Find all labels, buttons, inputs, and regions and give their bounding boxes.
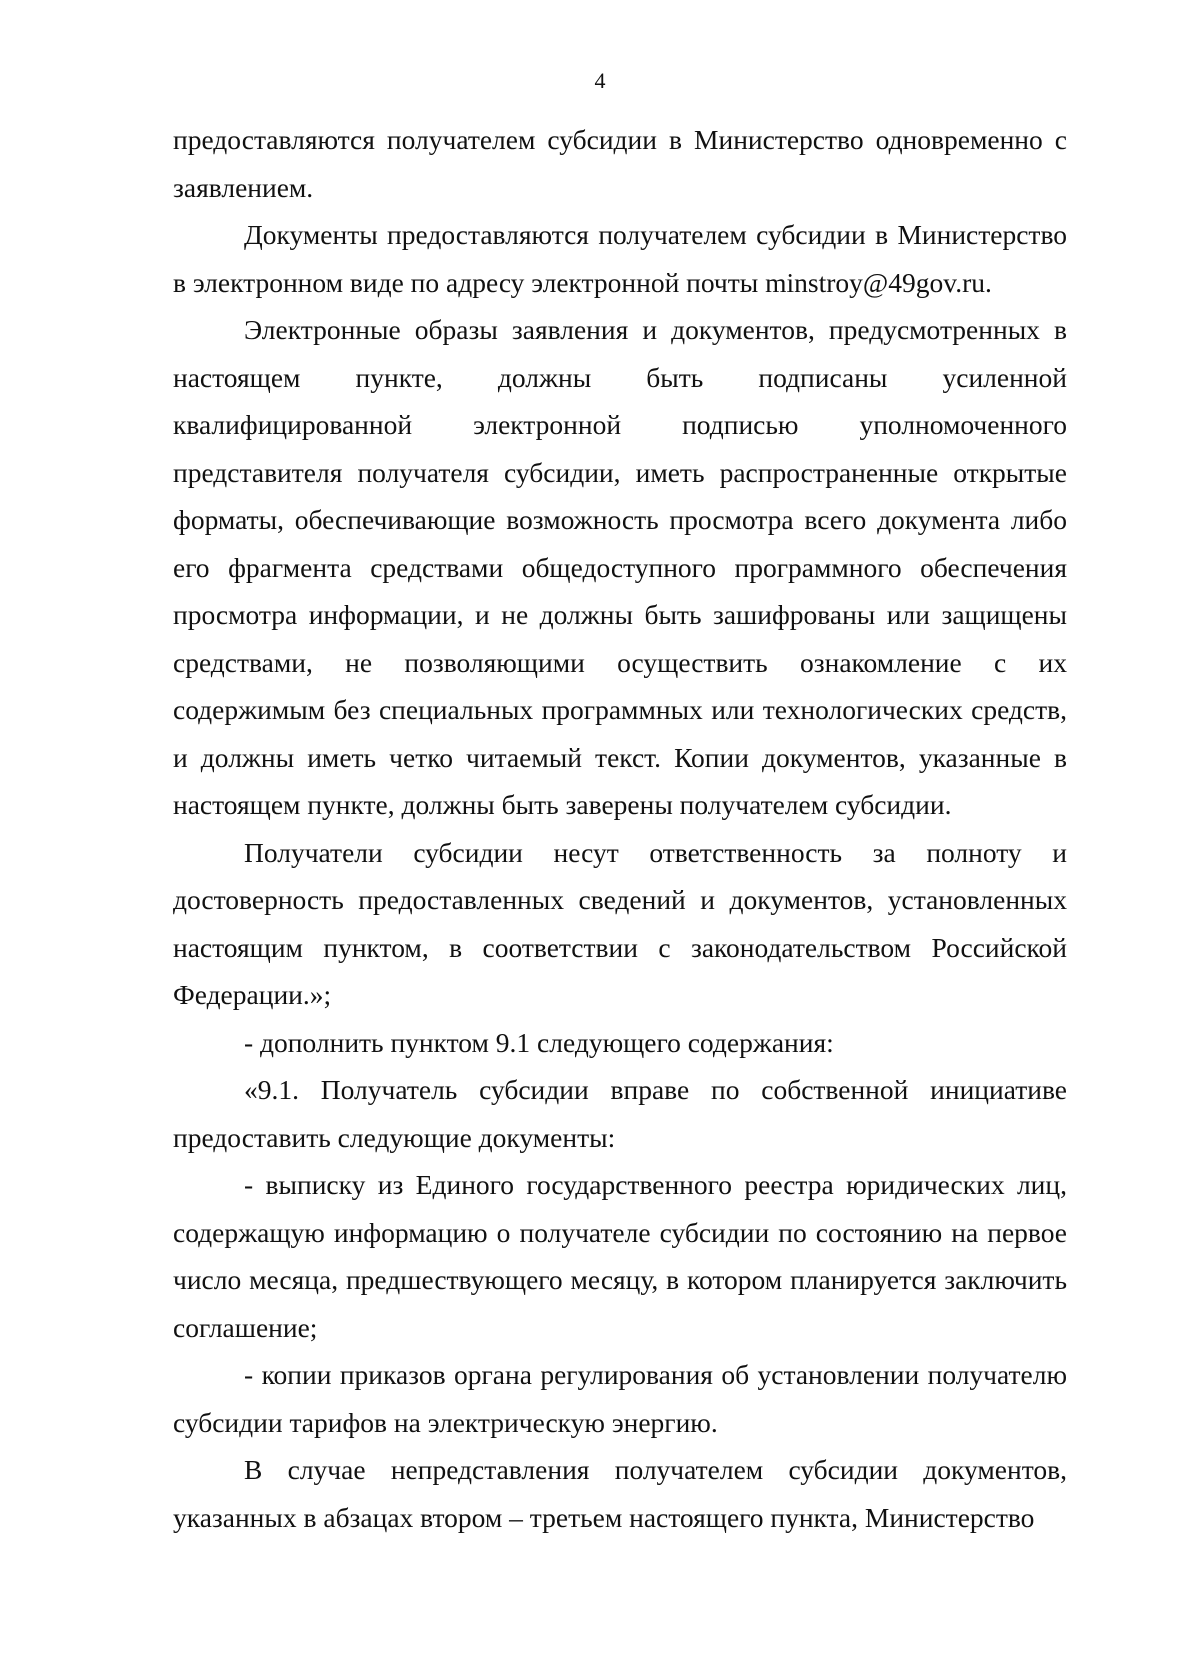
paragraph-email-submission: Документы предоставляются получателем субсидии в Министерство в электронном виде по адресу электронной почты minstroy@49gov.ru. [173, 219, 1067, 298]
paragraph-tariff-orders: - копии приказов органа регулирования об установлении получателю субсидии тарифов на электрическую энергию. [173, 1359, 1067, 1438]
paragraph-electronic-requirements: Электронные образы заявления и документов, предусмотренных в настоящем пункте, должны быть подписаны усиленной квалифицированной электронной подписью уполномоченного представителя получателя субсидии, иметь распространенные открытые форматы, обеспечивающие возможность просмотра всего документа либо его фрагмента средствами общедоступного программного обеспечения просмотра информации, и не должны быть зашифрованы или защищены средствами, не позволяющими осуществить ознакомление с их содержимым без специальных программных или технологических средств, и должны иметь четко читаемый текст. Копии документов, указанные в настоящем пункте, должны быть заверены получателем субсидии. [173, 314, 1067, 820]
paragraph-point-9-1-intro: «9.1. Получатель субсидии вправе по собственной инициативе предоставить следующие документы: [173, 1074, 1067, 1153]
paragraph-add-point-9-1: - дополнить пунктом 9.1 следующего содержания: [244, 1026, 834, 1058]
paragraph-responsibility: Получатели субсидии несут ответственность за полноту и достоверность предоставленных сведений и документов, установленных настоящим пунктом, в соответствии с законодательством Российской Федерации.»; [173, 836, 1067, 1010]
document-body [173, 116, 1067, 1541]
paragraph-continuation: предоставляются получателем субсидии в Министерство одновременно с заявлением. [173, 124, 1067, 203]
paragraph-non-submission: В случае непредставления получателем субсидии документов, указанных в абзацах втором – третьем настоящего пункта, Министерство [173, 1454, 1067, 1533]
page-number: 4 [594, 68, 606, 93]
paragraph-egrul-extract: - выписку из Единого государственного реестра юридических лиц, содержащую информацию о получателе субсидии по состоянию на первое число месяца, предшествующего месяцу, в котором планируется заключить соглашение; [173, 1169, 1067, 1343]
